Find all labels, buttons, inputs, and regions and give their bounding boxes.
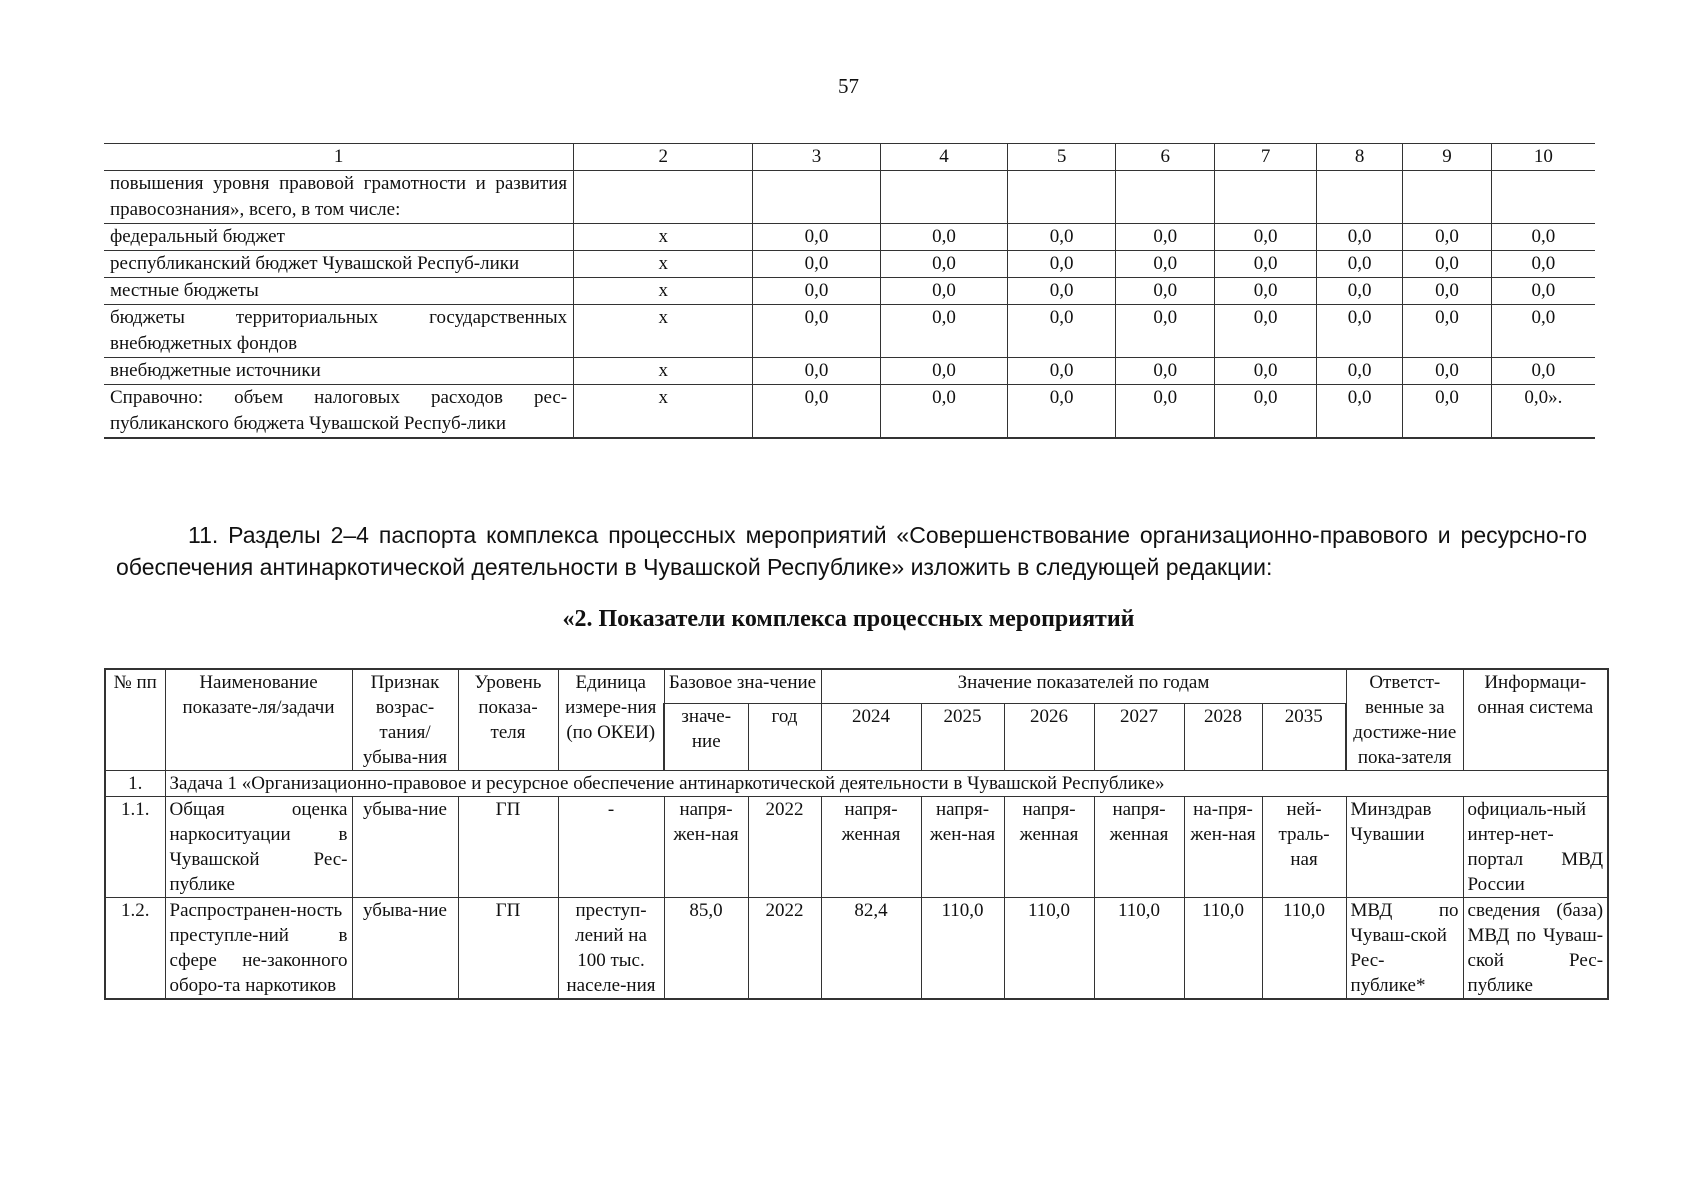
task-num: 1. — [105, 771, 165, 797]
cell: x — [574, 278, 753, 305]
cell — [1403, 171, 1492, 224]
col-year-header: 2028 — [1184, 704, 1262, 771]
col-responsible-header: Ответст-венные за достиже-ние пока-зателя — [1346, 669, 1463, 771]
cell: 0,0 — [1316, 278, 1402, 305]
col-year-header: 2027 — [1094, 704, 1184, 771]
cell — [1316, 171, 1402, 224]
cell: МВД по Чуваш-ской Рес-публике* — [1346, 898, 1463, 1000]
cell — [1215, 171, 1316, 224]
cell: 0,0 — [753, 251, 880, 278]
cell: ней-траль-ная — [1262, 797, 1346, 898]
cell: 0,0 — [1116, 358, 1215, 385]
cell: x — [574, 385, 753, 439]
financing-table — [104, 143, 1595, 439]
table-row — [104, 251, 1595, 278]
col-year-header: 2024 — [821, 704, 921, 771]
task-row — [105, 771, 1608, 797]
cell: напря-жен-ная — [921, 797, 1004, 898]
cell: 0,0 — [753, 278, 880, 305]
col-base-header: Базовое зна-чение — [664, 669, 821, 704]
cell — [753, 171, 880, 224]
cell: убыва-ние — [352, 898, 458, 1000]
cell: 82,4 — [821, 898, 921, 1000]
header-cell: 7 — [1215, 144, 1316, 171]
header-cell: 6 — [1116, 144, 1215, 171]
col-sign-header: Признак возрас-тания/ убыва-ния — [352, 669, 458, 771]
cell: напря-женная — [821, 797, 921, 898]
indicators-header-row — [105, 669, 1608, 704]
col-year-header: 2026 — [1004, 704, 1094, 771]
col-unit-header: Единица измере-ния (по ОКЕИ) — [558, 669, 664, 771]
task-text: Задача 1 «Организационно-правовое и ресурсное обеспечение антинаркотической деятельности в Чувашской Республике» — [165, 771, 1608, 797]
cell: сведения (база) МВД по Чуваш-ской Рес-публике — [1463, 898, 1608, 1000]
cell: 110,0 — [1094, 898, 1184, 1000]
amendment-paragraph: 11. Разделы 2–4 паспорта комплекса процессных мероприятий «Совершенствование организационно-правового и ресурсно-го обеспечения антинаркотической деятельности в Чувашской Республике» изложить в следующей редакции: — [116, 522, 1587, 580]
cell: 110,0 — [1004, 898, 1094, 1000]
cell: ГП — [458, 797, 558, 898]
row-label: внебюджетные источники — [104, 358, 574, 385]
cell: 0,0 — [1215, 224, 1316, 251]
cell: 0,0 — [1491, 305, 1595, 358]
cell: официаль-ный интер-нет-портал МВД России — [1463, 797, 1608, 898]
cell: 0,0 — [1008, 251, 1116, 278]
cell: 0,0 — [1491, 224, 1595, 251]
indicator-name: Распространен-ность преступле-ний в сфере не-законного оборо-та наркотиков — [165, 898, 352, 1000]
cell: Минздрав Чувашии — [1346, 797, 1463, 898]
cell: 0,0 — [1491, 358, 1595, 385]
cell: 0,0 — [753, 385, 880, 439]
cell: 0,0 — [880, 385, 1007, 439]
cell: 110,0 — [1184, 898, 1262, 1000]
cell: преступ-лений на 100 тыс. населе-ния — [558, 898, 664, 1000]
cell: 0,0 — [1215, 251, 1316, 278]
row-label: местные бюджеты — [104, 278, 574, 305]
cell: 0,0 — [1116, 305, 1215, 358]
col-level-header: Уровень показа-теля — [458, 669, 558, 771]
cell: 0,0 — [1491, 251, 1595, 278]
indicators-table — [104, 668, 1609, 1000]
financing-table-header — [104, 144, 1595, 171]
cell: 0,0 — [1316, 305, 1402, 358]
cell: 0,0 — [753, 358, 880, 385]
col-base-year-header: год — [748, 704, 821, 771]
cell: 0,0 — [1403, 224, 1492, 251]
cell — [1116, 171, 1215, 224]
col-num-header: № пп — [105, 669, 165, 771]
row-num: 1.1. — [105, 797, 165, 898]
cell: 0,0 — [1008, 278, 1116, 305]
cell: 0,0 — [1116, 385, 1215, 439]
cell: 0,0 — [880, 305, 1007, 358]
cell: 0,0 — [1215, 278, 1316, 305]
header-cell: 9 — [1403, 144, 1492, 171]
row-label: бюджеты территориальных государственных внебюджетных фондов — [104, 305, 574, 358]
cell: 0,0 — [1491, 278, 1595, 305]
cell: 0,0 — [880, 224, 1007, 251]
cell: 110,0 — [1262, 898, 1346, 1000]
cell: x — [574, 305, 753, 358]
table-row — [104, 278, 1595, 305]
cell: 0,0 — [1215, 358, 1316, 385]
cell: ГП — [458, 898, 558, 1000]
table-row — [104, 385, 1595, 439]
cell: 0,0 — [1008, 305, 1116, 358]
cell: 0,0 — [1316, 385, 1402, 439]
cell: 0,0 — [880, 278, 1007, 305]
header-cell: 2 — [574, 144, 753, 171]
cell: 2022 — [748, 797, 821, 898]
col-name-header: Наименование показате-ля/задачи — [165, 669, 352, 771]
row-label: повышения уровня правовой грамотности и развития правосознания», всего, в том числе: — [104, 171, 574, 224]
header-cell: 8 — [1316, 144, 1402, 171]
header-cell: 3 — [753, 144, 880, 171]
cell: 0,0 — [1116, 278, 1215, 305]
col-system-header: Информаци-онная система — [1463, 669, 1608, 771]
row-label: Справочно: объем налоговых расходов рес-публиканского бюджета Чувашской Респуб-лики — [104, 385, 574, 439]
cell: 0,0 — [1116, 251, 1215, 278]
header-cell: 10 — [1491, 144, 1595, 171]
page-number: 57 — [838, 74, 859, 98]
col-year-header: 2035 — [1262, 704, 1346, 771]
row-num: 1.2. — [105, 898, 165, 1000]
cell: напря-женная — [1094, 797, 1184, 898]
table-row — [105, 898, 1608, 1000]
col-year-header: 2025 — [921, 704, 1004, 771]
cell: - — [558, 797, 664, 898]
cell: на-пря-жен-ная — [1184, 797, 1262, 898]
row-label: республиканский бюджет Чувашской Респуб-лики — [104, 251, 574, 278]
cell: 0,0 — [880, 251, 1007, 278]
col-years-header: Значение показателей по годам — [821, 669, 1346, 704]
cell — [1491, 171, 1595, 224]
indicator-name: Общая оценка наркоситуации в Чувашской Рес-публике — [165, 797, 352, 898]
cell: 0,0 — [1403, 251, 1492, 278]
cell: 0,0 — [1316, 251, 1402, 278]
cell: 0,0 — [1316, 358, 1402, 385]
section-title: «2. Показатели комплекса процессных мероприятий — [562, 606, 1135, 632]
cell: 0,0 — [1008, 358, 1116, 385]
cell: x — [574, 358, 753, 385]
cell — [880, 171, 1007, 224]
header-cell: 5 — [1008, 144, 1116, 171]
row-label: федеральный бюджет — [104, 224, 574, 251]
cell: 85,0 — [664, 898, 748, 1000]
cell: напря-жен-ная — [664, 797, 748, 898]
cell: 0,0 — [1008, 385, 1116, 439]
cell: 0,0 — [1403, 305, 1492, 358]
col-base-value-header: значе-ние — [664, 704, 748, 771]
cell: 0,0 — [1215, 305, 1316, 358]
cell: 110,0 — [921, 898, 1004, 1000]
cell: 0,0 — [753, 224, 880, 251]
cell: x — [574, 224, 753, 251]
cell: убыва-ние — [352, 797, 458, 898]
cell: x — [574, 251, 753, 278]
cell: 0,0 — [880, 358, 1007, 385]
table-row — [105, 797, 1608, 898]
cell — [1008, 171, 1116, 224]
cell: 0,0 — [1316, 224, 1402, 251]
cell: 0,0 — [1403, 278, 1492, 305]
cell: 0,0 — [1008, 224, 1116, 251]
cell: 0,0 — [1116, 224, 1215, 251]
table-row — [104, 224, 1595, 251]
table-row — [104, 305, 1595, 358]
cell — [574, 171, 753, 224]
cell: 2022 — [748, 898, 821, 1000]
cell: 0,0 — [1215, 385, 1316, 439]
cell: напря-женная — [1004, 797, 1094, 898]
cell: 0,0 — [1403, 358, 1492, 385]
table-row — [104, 358, 1595, 385]
table-row — [104, 171, 1595, 224]
cell: 0,0 — [753, 305, 880, 358]
header-cell: 1 — [104, 144, 574, 171]
cell: 0,0». — [1491, 385, 1595, 439]
header-cell: 4 — [880, 144, 1007, 171]
cell: 0,0 — [1403, 385, 1492, 439]
